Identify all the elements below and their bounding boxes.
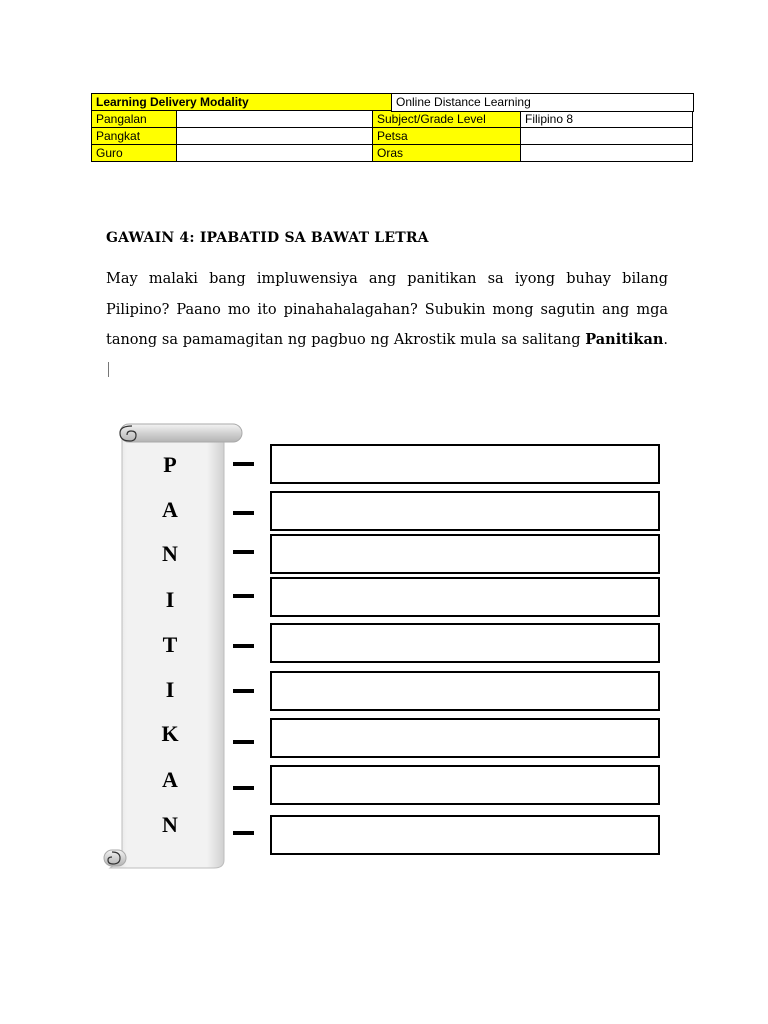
instructions-text: May malaki bang impluwensiya ang panitikan sa iyong buhay bilang Pilipino? Paano mo ito pinahahalagahan? Subukin mong sagutin ang mga tanong sa pamamagitan ng pagbuo ng Akrostik mula sa salitang xyxy=(106,271,668,348)
answer-box-p[interactable] xyxy=(270,444,660,484)
acrostic-letter: I xyxy=(165,587,175,612)
answer-box-t[interactable] xyxy=(270,623,660,663)
activity-instructions xyxy=(106,264,668,386)
pangkat-field[interactable] xyxy=(177,128,373,145)
dash-marker xyxy=(233,786,254,790)
answer-box-n[interactable] xyxy=(270,534,660,574)
dash-marker xyxy=(233,594,254,598)
pangalan-label: Pangalan xyxy=(92,111,177,128)
acrostic-letter: N xyxy=(162,541,178,566)
dash-marker xyxy=(233,740,254,744)
pangalan-row xyxy=(92,111,693,128)
acrostic-letter: N xyxy=(162,812,178,837)
oras-field[interactable] xyxy=(521,145,693,162)
answer-box-n2[interactable] xyxy=(270,815,660,855)
acrostic-letter: I xyxy=(165,677,175,702)
pangkat-row xyxy=(92,128,693,145)
dash-marker xyxy=(233,644,254,648)
dash-marker xyxy=(233,831,254,835)
keyword-text: Panitikan xyxy=(585,331,664,348)
modality-label-text: Learning Delivery Modality xyxy=(96,95,249,109)
acrostic-letter: K xyxy=(161,721,179,746)
activity-title: GAWAIN 4: IPABATID SA BAWAT LETRA xyxy=(106,230,429,246)
text-cursor xyxy=(108,362,109,377)
dash-marker xyxy=(233,511,254,515)
guro-row xyxy=(92,145,693,162)
acrostic-letter: A xyxy=(162,497,178,522)
subject-value[interactable]: Filipino 8 xyxy=(521,111,693,128)
pangkat-label: Pangkat xyxy=(92,128,177,145)
answer-box-a2[interactable] xyxy=(270,765,660,805)
petsa-label: Petsa xyxy=(373,128,521,145)
answer-box-k[interactable] xyxy=(270,718,660,758)
dash-marker xyxy=(233,550,254,554)
dash-marker xyxy=(233,689,254,693)
answer-box-i[interactable] xyxy=(270,577,660,617)
acrostic-letter: P xyxy=(163,452,177,477)
answer-box-a[interactable] xyxy=(270,491,660,531)
answer-box-i2[interactable] xyxy=(270,671,660,711)
petsa-field[interactable] xyxy=(521,128,693,145)
pangalan-field[interactable] xyxy=(177,111,373,128)
guro-label: Guro xyxy=(92,145,177,162)
dash-marker xyxy=(233,462,254,466)
modality-value-text: Online Distance Learning xyxy=(396,95,531,109)
modality-value xyxy=(391,93,694,112)
subject-label: Subject/Grade Level xyxy=(373,111,521,128)
keyword-suffix: . xyxy=(663,332,669,348)
guro-field[interactable] xyxy=(177,145,373,162)
acrostic-letter: T xyxy=(162,632,178,657)
acrostic-letter: A xyxy=(162,767,178,792)
oras-label: Oras xyxy=(373,145,521,162)
